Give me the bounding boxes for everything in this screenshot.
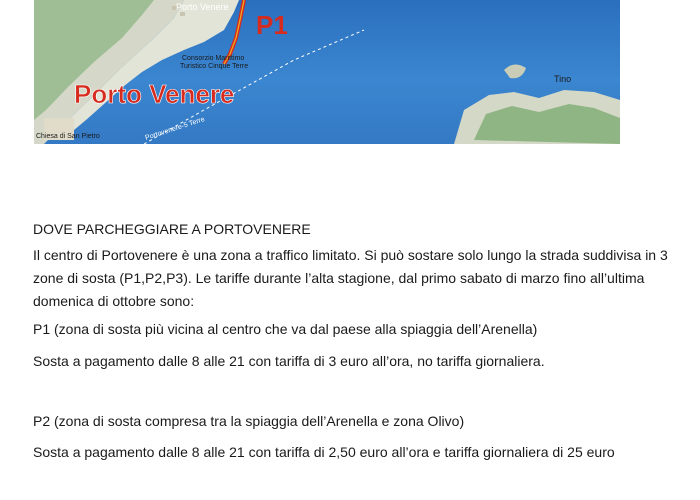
map-graphic — [34, 0, 620, 144]
consorzio-label-line2: Turistico Cinque Terre — [180, 63, 249, 70]
p1-zone-title: P1 (zona di sosta più vicina al centro che va dal paese alla spiaggia dell’Arenella) — [33, 321, 538, 337]
intro-paragraph: Il centro di Portovenere è una zona a traffico limitato. Si può sostare solo lungo la strada suddivisa in 3 zone di sosta (P1,P2,P3). Le tariffe durante l’alta stagione, dal primo sabato di marzo fino all’ultima domenica di ottobre sono: — [33, 247, 668, 309]
parking-p1-label: P1 — [256, 10, 288, 40]
consorzio-label-line1: Consorzio Marittimo — [182, 55, 245, 62]
article-heading: DOVE PARCHEGGIARE A PORTOVENERE — [33, 221, 311, 237]
p2-zone-description: Sosta a pagamento dalle 8 alle 21 con tariffa di 2,50 euro all’ora e tariffa giornaliera di 25 euro — [33, 444, 615, 460]
road-label: Porto Venere — [176, 2, 229, 12]
tino-islet — [504, 64, 526, 78]
portovenere-map — [34, 0, 620, 144]
p2-zone-title: P2 (zona di sosta compresa tra la spiaggia dell’Arenella e zona Olivo) — [33, 413, 465, 429]
town-label: Porto Venere — [74, 79, 235, 109]
ferry-label: Portovenere-5 Terre — [144, 116, 206, 142]
church-label: Chiesa di San Pietro — [36, 133, 100, 140]
p1-zone-description: Sosta a pagamento dalle 8 alle 21 con tariffa di 3 euro all’ora, no tariffa giornaliera. — [33, 353, 545, 369]
island-label: Tino — [554, 74, 572, 84]
